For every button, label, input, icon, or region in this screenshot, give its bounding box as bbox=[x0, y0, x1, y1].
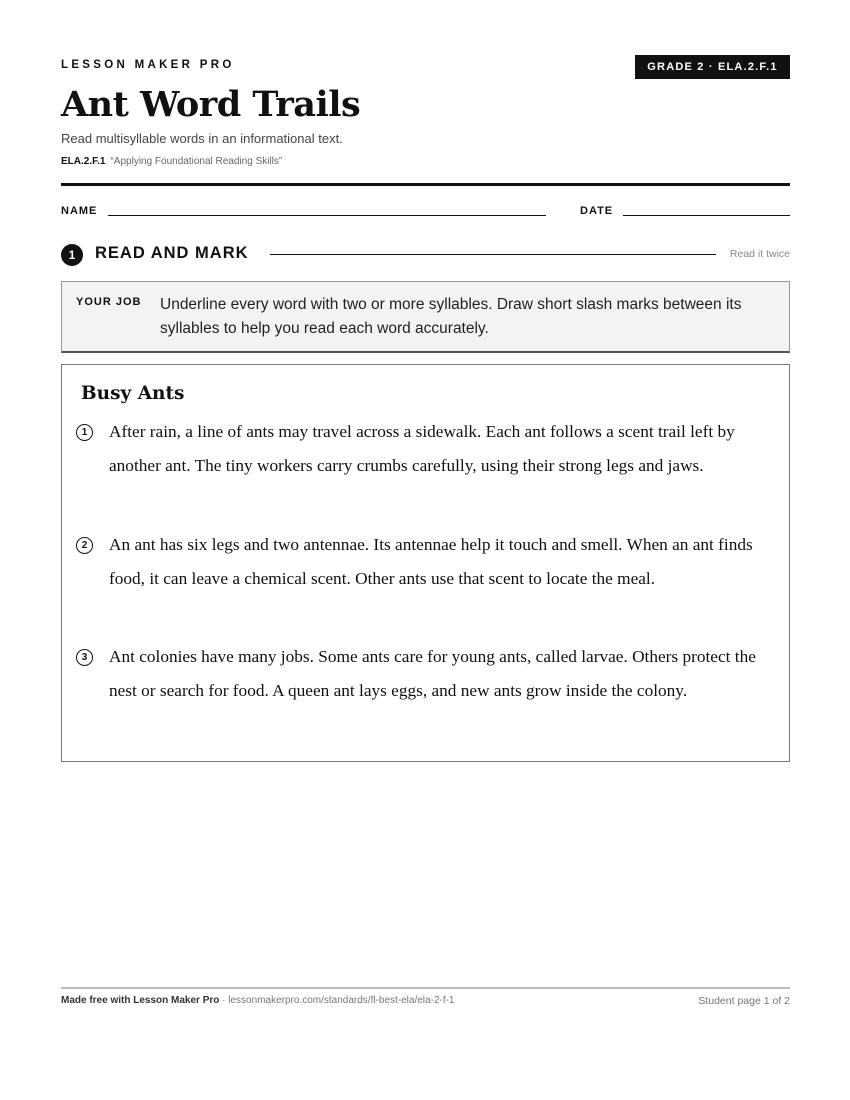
standard-line bbox=[61, 156, 282, 167]
footer-divider bbox=[61, 987, 790, 989]
instructions-box bbox=[61, 281, 790, 353]
section-title: READ AND MARK bbox=[95, 244, 249, 262]
grade-badge: GRADE 2 · ELA.2.F.1 bbox=[635, 55, 790, 79]
paragraph-text: After rain, a line of ants may travel across a sidewalk. Each ant follows a scent trail left by another ant. The tiny workers carry crumbs carefully, using their strong legs and jaws. bbox=[109, 422, 735, 475]
section-note: Read it twice bbox=[729, 248, 790, 260]
instructions-text: Underline every word with two or more syllables. Draw short slash marks between its syllables to help you read each word accurately. bbox=[160, 296, 742, 337]
paragraph-text: Ant colonies have many jobs. Some ants care for young ants, called larvae. Others protect the nest or search for food. A queen ant lays eggs, and new ants grow inside the colony. bbox=[109, 647, 756, 700]
worksheet-page bbox=[61, 0, 790, 1100]
footer-made-with: Made free with Lesson Maker Pro bbox=[61, 995, 220, 1006]
footer-url[interactable]: · lessonmakerpro.com/standards/fl-best-ela/ela-2-f-1 bbox=[219, 995, 455, 1006]
footer-credit bbox=[61, 995, 454, 1006]
name-field-line[interactable] bbox=[108, 215, 546, 216]
standard-code: ELA.2.F.1 bbox=[61, 156, 106, 167]
section-divider bbox=[270, 254, 716, 255]
date-field-line[interactable] bbox=[623, 215, 790, 216]
page-title: Ant Word Trails bbox=[61, 84, 361, 125]
paragraph-number: 2 bbox=[76, 537, 93, 554]
paragraph-number: 1 bbox=[76, 424, 93, 441]
header-divider bbox=[61, 183, 790, 186]
instructions-label: YOUR JOB bbox=[76, 296, 142, 308]
date-label: DATE bbox=[580, 205, 614, 217]
paragraph-text: An ant has six legs and two antennae. Its antennae help it touch and smell. When an ant finds food, it can leave a chemical scent. Other ants use that scent to locate the meal. bbox=[109, 535, 753, 588]
name-label: NAME bbox=[61, 205, 98, 217]
section-number-badge: 1 bbox=[61, 244, 83, 266]
brand-name: LESSON MAKER PRO bbox=[61, 59, 235, 71]
paragraph-number: 3 bbox=[76, 649, 93, 666]
reading-passage-box bbox=[61, 364, 790, 762]
passage-title: Busy Ants bbox=[81, 383, 185, 404]
footer-page-label: Student page 1 of 2 bbox=[698, 995, 790, 1007]
page-subtitle: Read multisyllable words in an informational text. bbox=[61, 131, 343, 146]
standard-name: “Applying Foundational Reading Skills” bbox=[110, 156, 283, 167]
